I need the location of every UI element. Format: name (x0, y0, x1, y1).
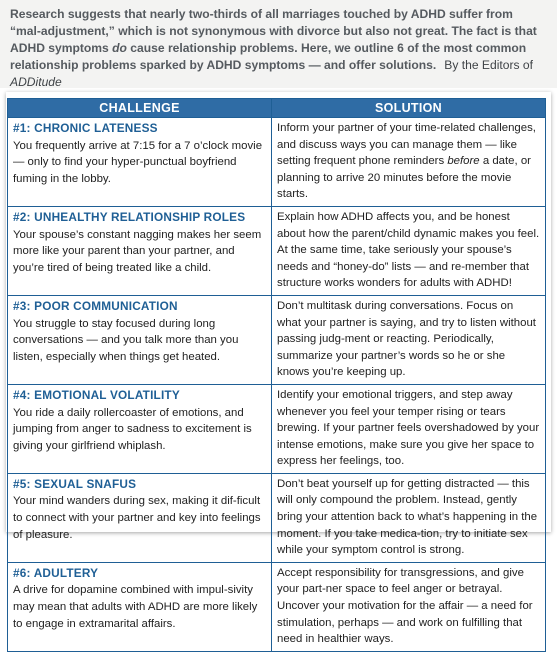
challenge-cell (8, 384, 272, 473)
challenge-solution-table (7, 98, 546, 652)
intro-emphasis: do (112, 41, 127, 55)
intro-part-1: Research suggests that nearly two-thirds of all marriages touched by ADHD suffer from “mal-adjustment,” which is not synonymous with divorce but also not great. The fact is that ADHD symptoms (10, 7, 537, 55)
challenge-title: #4: EMOTIONAL VOLATILITY (13, 387, 180, 402)
solution-text-cont: a date, or planning to arrive 20 minutes before the movie starts. (277, 155, 531, 201)
challenge-title: #5: SEXUAL SNAFUS (13, 476, 137, 491)
solution-cell: Accept responsibility for transgressions, and give your part-ner space to feel anger or betrayal. Uncover your motivation for the affair — a need for stimulation, perhaps — and work on fulfilling that need in healthier ways. (272, 562, 546, 651)
table-row (8, 473, 546, 562)
solution-cell: Identify your emotional triggers, and step away whenever you feel your temper rising or tears brewing. If your partner feels overshadowed by your intense emotions, make sure you give her space to express her feelings, too. (272, 384, 546, 473)
challenge-cell (8, 206, 272, 295)
header-challenge: CHALLENGE (8, 99, 272, 118)
header-solution: SOLUTION (272, 99, 546, 118)
solution-emphasis: before (447, 155, 480, 168)
solution-cell: Explain how ADHD affects you, and be honest about how the parent/child dynamic makes you feel. At the same time, take seriously your spouse’s needs and “honey-do” lists — and re-member that structure works wonders for adults with ADHD! (272, 206, 546, 295)
table-header-row (8, 99, 546, 118)
challenge-title: #1: CHRONIC LATENESS (13, 121, 158, 135)
solution-cell: Don’t beat yourself up for getting distracted — this will only compound the problem. Instead, gently bring your attention back to what’s happening in the moment. If you take medica-tion, try to initiate sex while your symptom control is strong. (272, 473, 546, 562)
challenge-cell (8, 562, 272, 651)
challenge-title: #3: POOR COMMUNICATION (13, 298, 178, 313)
challenge-cell (8, 295, 272, 384)
challenge-text: Your mind wanders during sex, making it dif-ficult to connect with your partner and key into feelings of pleasure. (13, 495, 261, 541)
table-row (8, 118, 546, 207)
solution-cell: Don’t multitask during conversations. Focus on what your partner is saying, and try to listen without passing judg-ment or reacting. Periodically, summarize your partner’s words so he or she knows you’re keeping up. (272, 295, 546, 384)
table-row (8, 384, 546, 473)
table-row (8, 206, 546, 295)
byline-publication: ADDitude (10, 75, 62, 89)
challenge-text: You struggle to stay focused during long conversations — and you talk more than you listen, especially when things get heated. (13, 317, 239, 363)
challenge-title: #2: UNHEALTHY RELATIONSHIP ROLES (13, 209, 246, 224)
challenge-cell (8, 118, 272, 207)
byline-text: By the Editors of (444, 58, 533, 72)
solution-text: Inform your partner of your time-related challenges, and discuss ways you can manage them — like setting frequent phone reminders (277, 122, 536, 168)
solution-cell (272, 118, 546, 207)
challenge-cell (8, 473, 272, 562)
challenge-text: You frequently arrive at 7:15 for a 7 o’clock movie — only to find your hyper-punctual boyfriend fuming in the lobby. (13, 139, 263, 185)
challenge-title: #6: ADULTERY (13, 565, 99, 580)
table-row (8, 562, 546, 651)
intro-text (0, 0, 557, 88)
table-row (8, 295, 546, 384)
challenge-text: A drive for dopamine combined with impul-sivity may mean that adults with ADHD are more likely to engage in extramarital affairs. (13, 584, 258, 630)
challenge-text: Your spouse’s constant nagging makes her seem more like your parent than your partner, and you’re tired of being treated like a child. (13, 228, 262, 274)
challenge-text: You ride a daily rollercoaster of emotions, and jumping from anger to sadness to excitement is giving your girlfriend whiplash. (13, 406, 252, 452)
intro-part-2: cause relationship problems. Here, we outline 6 of the most common relationship problems sparked by ADHD symptoms — and offer solutions. (10, 41, 527, 72)
